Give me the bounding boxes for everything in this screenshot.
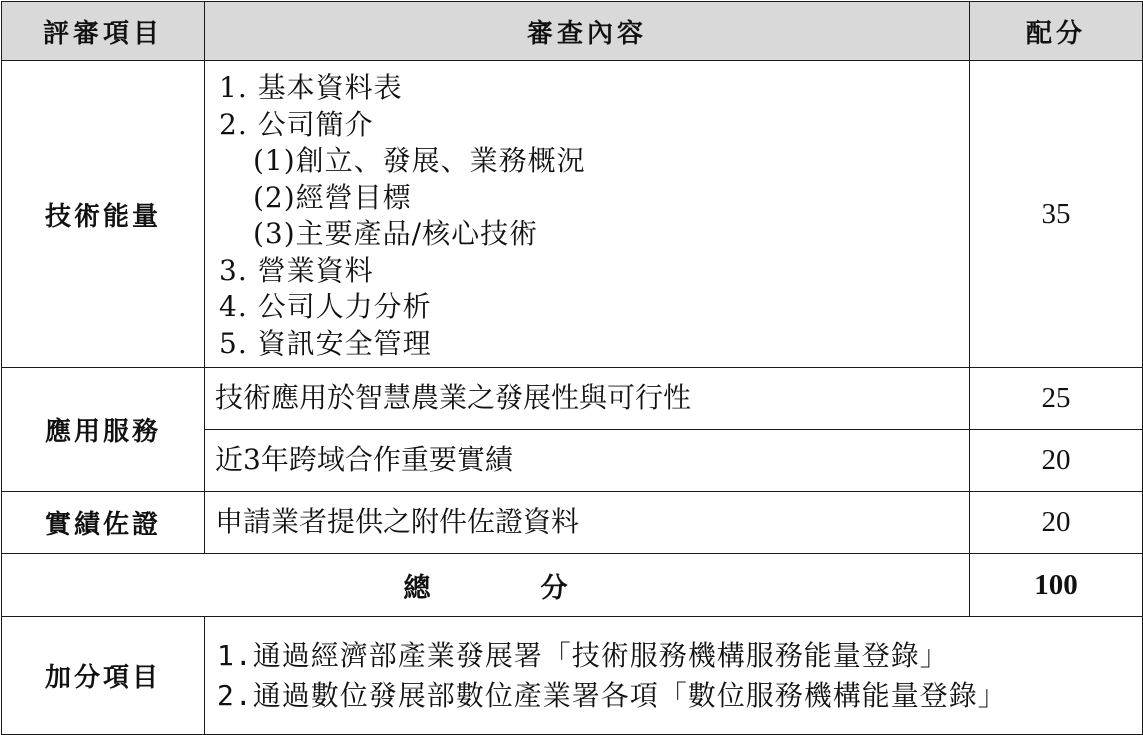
score-application-cooperation: 20 bbox=[970, 430, 1143, 492]
bonus-line: 2.通過數位發展部數位產業署各項「數位服務機構能量登錄」 bbox=[217, 678, 1007, 712]
row-application-feasibility bbox=[2, 368, 1143, 430]
content-sub-line: (2)經營目標 bbox=[253, 180, 412, 214]
content-sub-line: (3)主要產品/核心技術 bbox=[253, 217, 539, 250]
row-total bbox=[2, 554, 1143, 617]
item-technical-capacity: 技術能量 bbox=[2, 61, 205, 368]
row-technical-capacity bbox=[2, 61, 1143, 368]
content-application-feasibility: 技術應用於智慧農業之發展性與可行性 bbox=[205, 368, 970, 430]
score-total: 100 bbox=[970, 554, 1143, 617]
item-performance-proof: 實績佐證 bbox=[2, 492, 205, 554]
score-technical-capacity: 35 bbox=[970, 61, 1143, 368]
content-application-cooperation: 近3年跨域合作重要實績 bbox=[205, 430, 970, 492]
total-label-a: 總 bbox=[403, 572, 431, 604]
row-bonus-items bbox=[2, 617, 1143, 735]
header-score: 配分 bbox=[970, 2, 1143, 61]
content-line: 5. 資訊安全管理 bbox=[219, 326, 432, 360]
content-line: 3. 營業資料 bbox=[219, 253, 374, 287]
total-label bbox=[2, 554, 970, 617]
content-technical-capacity bbox=[205, 61, 970, 368]
header-content: 審查內容 bbox=[205, 2, 970, 61]
content-line: 1. 基本資料表 bbox=[219, 71, 403, 104]
item-bonus: 加分項目 bbox=[2, 617, 205, 735]
item-application-service: 應用服務 bbox=[2, 368, 205, 492]
content-line: 2. 公司簡介 bbox=[219, 107, 374, 141]
score-performance-proof: 20 bbox=[970, 492, 1143, 554]
content-performance-proof: 申請業者提供之附件佐證資料 bbox=[205, 492, 970, 554]
bonus-line: 1.通過經濟部產業發展署「技術服務機構服務能量登錄」 bbox=[217, 638, 949, 672]
row-performance-proof bbox=[2, 492, 1143, 554]
content-line: 4. 公司人力分析 bbox=[219, 290, 432, 323]
header-item: 評審項目 bbox=[2, 2, 205, 61]
content-bonus bbox=[205, 617, 1143, 735]
scoring-table bbox=[1, 1, 1143, 735]
header-row bbox=[2, 2, 1143, 61]
total-label-b: 分 bbox=[540, 572, 568, 604]
content-sub-line: (1)創立、發展、業務概況 bbox=[253, 144, 586, 177]
score-application-feasibility: 25 bbox=[970, 368, 1143, 430]
